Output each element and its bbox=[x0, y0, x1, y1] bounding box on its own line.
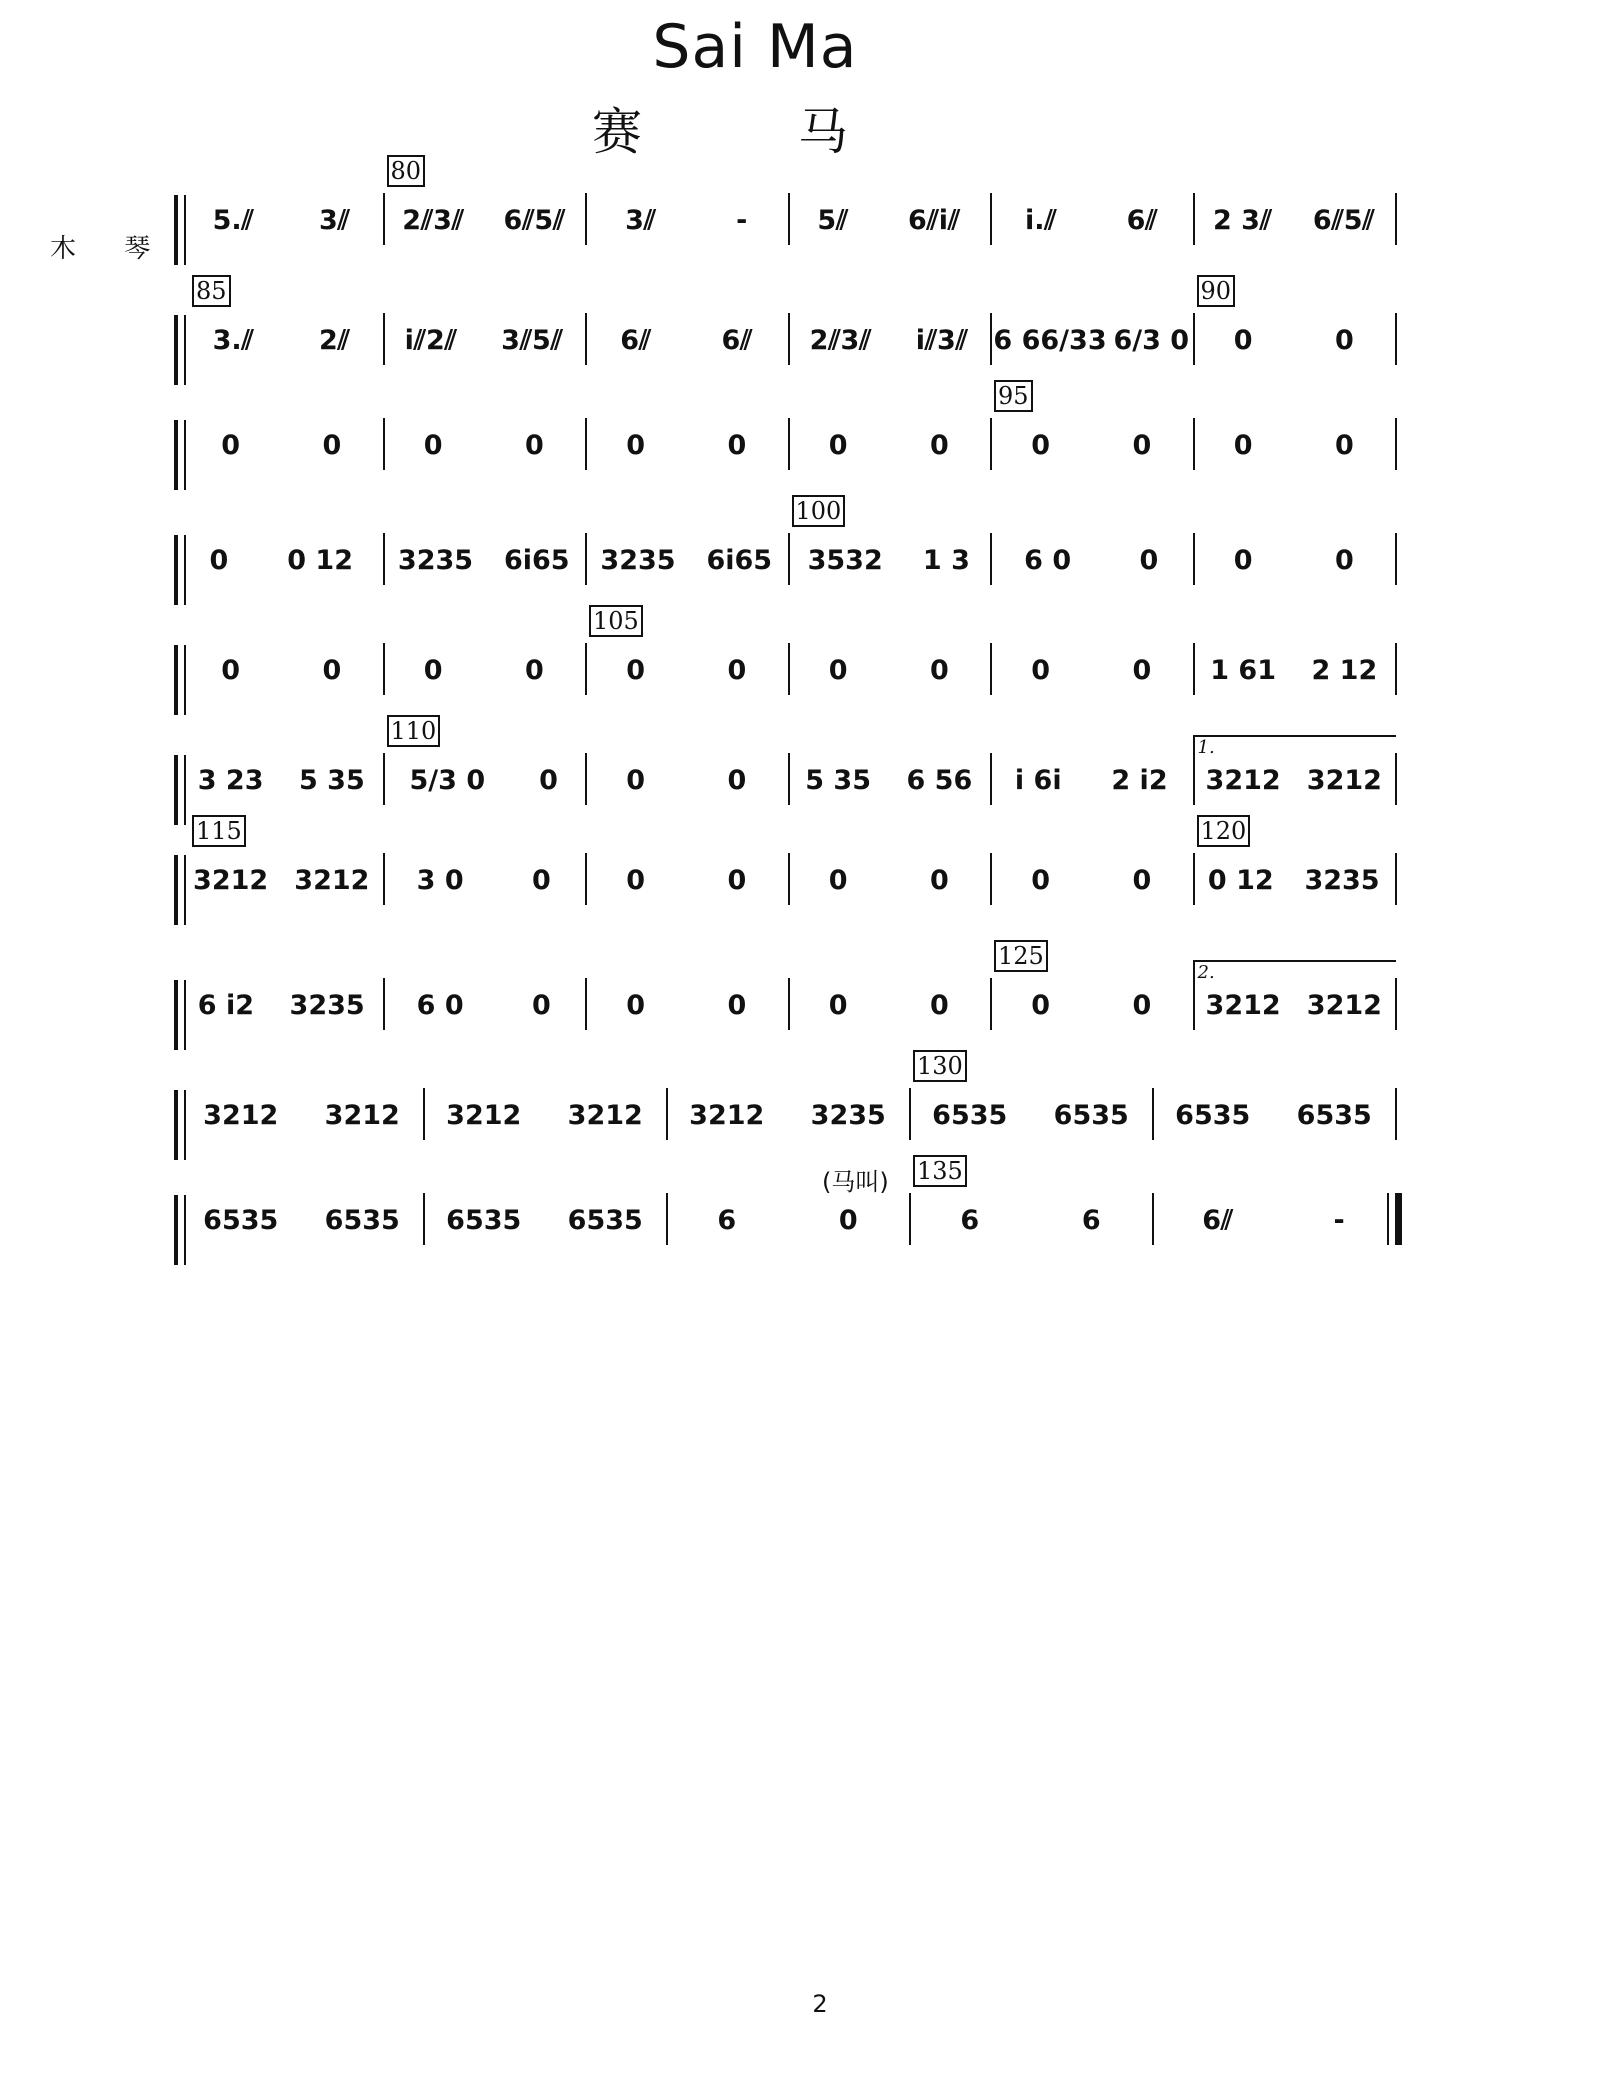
note-group: 3212 bbox=[203, 1100, 279, 1131]
note-group: 0 bbox=[532, 865, 551, 896]
measure bbox=[383, 717, 586, 805]
measure bbox=[1193, 962, 1396, 1030]
note-group: 3⫽5⫽ bbox=[501, 325, 563, 356]
page-title: Sai Ma bbox=[652, 12, 858, 82]
score-system bbox=[0, 942, 1600, 1090]
measure bbox=[585, 205, 788, 245]
barline bbox=[1395, 1088, 1397, 1140]
measure bbox=[788, 497, 991, 585]
measure bbox=[666, 1100, 909, 1140]
note-group: 0 bbox=[727, 990, 747, 1021]
page-number: 2 bbox=[812, 1990, 828, 2018]
measure-notes bbox=[1193, 655, 1396, 686]
barline bbox=[1395, 978, 1397, 1030]
measure bbox=[990, 382, 1193, 470]
note-group: 0 bbox=[838, 1205, 858, 1236]
measure-notes bbox=[383, 430, 586, 461]
measure-notes bbox=[1152, 1100, 1395, 1131]
measure bbox=[383, 990, 586, 1030]
measure-notes bbox=[383, 325, 586, 357]
note-group: 6535 bbox=[203, 1205, 279, 1236]
note-group: 5.⫽ bbox=[212, 205, 254, 236]
measure-notes bbox=[909, 1205, 1152, 1236]
score-system bbox=[0, 497, 1600, 645]
note-group: 0 bbox=[322, 430, 342, 461]
rehearsal-mark: 120 bbox=[1197, 815, 1251, 847]
note-group: 3235 bbox=[289, 990, 365, 1021]
note-group: 3212 bbox=[689, 1100, 765, 1131]
note-group: - bbox=[736, 205, 748, 236]
note-group: 0 bbox=[828, 990, 848, 1021]
note-group: 0 bbox=[524, 655, 544, 686]
barline bbox=[1395, 418, 1397, 470]
measure bbox=[180, 655, 383, 695]
measure-notes bbox=[788, 325, 991, 357]
note-group: 0 bbox=[626, 655, 646, 686]
measure bbox=[788, 205, 991, 245]
note-group: 6 bbox=[1081, 1205, 1101, 1236]
measure bbox=[788, 990, 991, 1030]
measure bbox=[1193, 545, 1396, 585]
note-group: 6 bbox=[960, 1205, 980, 1236]
rehearsal-mark: 85 bbox=[192, 275, 231, 307]
measure-notes bbox=[1193, 325, 1396, 356]
note-group: 2 12 bbox=[1311, 655, 1378, 686]
note-group: i⫽2⫽ bbox=[404, 325, 457, 356]
measure-notes bbox=[1193, 990, 1396, 1021]
note-group: 0 bbox=[929, 990, 949, 1021]
note-group: 1 3 bbox=[922, 545, 970, 576]
measure bbox=[180, 205, 383, 245]
measure-notes bbox=[585, 205, 788, 237]
note-group: 0 bbox=[727, 765, 747, 796]
measure-notes bbox=[423, 1205, 666, 1236]
barline bbox=[1395, 753, 1397, 805]
measure-notes bbox=[1193, 545, 1396, 576]
measure bbox=[383, 325, 586, 365]
note-group: 3212 bbox=[324, 1100, 400, 1131]
note-group: 3.⫽ bbox=[212, 325, 254, 356]
measure-notes bbox=[180, 655, 383, 686]
note-group: 0 bbox=[221, 430, 241, 461]
rehearsal-mark: 110 bbox=[387, 715, 441, 747]
measure bbox=[585, 765, 788, 805]
note-group: 3⫽ bbox=[625, 205, 656, 236]
note-group: 6⫽5⫽ bbox=[503, 205, 566, 236]
measure-notes bbox=[585, 990, 788, 1021]
note-group: 6535 bbox=[446, 1205, 522, 1236]
note-group: 6/3 0 bbox=[1113, 325, 1190, 356]
barline bbox=[1395, 643, 1397, 695]
measure-notes bbox=[180, 1205, 423, 1236]
measure bbox=[788, 430, 991, 470]
measure-notes bbox=[383, 655, 586, 686]
note-group: 0 bbox=[828, 865, 848, 896]
measure-notes bbox=[585, 325, 788, 357]
barline bbox=[1395, 533, 1397, 585]
measure bbox=[585, 607, 788, 695]
measure-notes bbox=[585, 545, 788, 576]
note-group: 6535 bbox=[1296, 1100, 1372, 1131]
note-group: 0 bbox=[423, 655, 443, 686]
note-group: 6⫽ bbox=[620, 325, 652, 356]
note-group: 0 bbox=[1132, 990, 1152, 1021]
note-group: 0 bbox=[1334, 430, 1354, 461]
score-system bbox=[0, 1052, 1600, 1200]
note-group: 6i65 bbox=[503, 545, 570, 576]
note-group: 1 61 bbox=[1210, 655, 1276, 686]
rehearsal-mark: 135 bbox=[913, 1155, 967, 1187]
note-group: 0 bbox=[929, 655, 949, 686]
measure bbox=[180, 865, 383, 905]
note-group: 6 0 bbox=[1024, 545, 1072, 576]
measure-notes bbox=[990, 655, 1193, 686]
note-group: i 6i bbox=[1014, 765, 1062, 796]
measure-notes bbox=[585, 655, 788, 686]
measure-notes bbox=[990, 545, 1193, 576]
measure-notes bbox=[990, 990, 1193, 1021]
note-group: 3212 bbox=[1205, 765, 1281, 796]
measure bbox=[585, 545, 788, 585]
note-group: 6⫽i⫽ bbox=[907, 205, 961, 236]
rehearsal-mark: 95 bbox=[994, 380, 1033, 412]
note-group: 3212 bbox=[567, 1100, 643, 1131]
note-group: 5⫽ bbox=[817, 205, 849, 236]
measure-notes bbox=[909, 1100, 1152, 1131]
measure-notes bbox=[990, 205, 1193, 237]
note-group: 3⫽ bbox=[319, 205, 350, 236]
note-group: 0 bbox=[221, 655, 241, 686]
measure bbox=[383, 430, 586, 470]
measure bbox=[909, 1157, 1152, 1245]
measure bbox=[788, 865, 991, 905]
rehearsal-mark: 105 bbox=[589, 605, 643, 637]
note-group: 3235 bbox=[600, 545, 676, 576]
note-group: 0 bbox=[322, 655, 342, 686]
note-group: 6535 bbox=[1053, 1100, 1129, 1131]
measure bbox=[180, 1100, 423, 1140]
note-group: 2⫽ bbox=[319, 325, 350, 356]
measure bbox=[383, 865, 586, 905]
note-group: 3235 bbox=[1304, 865, 1380, 896]
measure-notes bbox=[180, 545, 383, 576]
barline bbox=[1395, 853, 1397, 905]
rehearsal-mark: 90 bbox=[1197, 275, 1236, 307]
measure bbox=[1193, 737, 1396, 805]
measure-notes bbox=[990, 325, 1193, 356]
note-group: 0 bbox=[532, 990, 551, 1021]
note-group: 0 bbox=[1031, 990, 1051, 1021]
note-group: - bbox=[1333, 1205, 1345, 1236]
measure bbox=[585, 865, 788, 905]
measure-notes bbox=[585, 765, 788, 796]
note-group: 6 0 bbox=[416, 990, 464, 1021]
score-system bbox=[0, 817, 1600, 965]
note-group: 0 bbox=[539, 765, 558, 796]
measure bbox=[1193, 277, 1396, 365]
measure-notes bbox=[180, 865, 383, 896]
note-group: i.⫽ bbox=[1025, 205, 1057, 236]
note-group: 0 bbox=[1132, 655, 1152, 686]
note-group: 0 bbox=[828, 655, 848, 686]
measure-notes bbox=[788, 430, 991, 461]
measure-notes bbox=[180, 990, 383, 1021]
measure-notes bbox=[1193, 430, 1396, 461]
measure bbox=[180, 990, 383, 1030]
measure-notes bbox=[1193, 205, 1396, 237]
note-group: 6 66/33 bbox=[993, 325, 1107, 356]
note-group: i⫽3⫽ bbox=[915, 325, 968, 356]
note-group: 0 bbox=[1233, 325, 1253, 356]
note-group: 6 56 bbox=[906, 765, 973, 796]
volta-bracket: 1. bbox=[1193, 735, 1397, 763]
measure bbox=[1152, 1100, 1395, 1140]
final-barline bbox=[1395, 1193, 1402, 1245]
measure-notes bbox=[180, 1100, 423, 1131]
measure bbox=[180, 325, 383, 365]
measure-notes bbox=[180, 430, 383, 461]
note-group: 0 bbox=[209, 545, 229, 576]
measure bbox=[1193, 655, 1396, 695]
rehearsal-mark: 80 bbox=[387, 155, 426, 187]
rehearsal-mark: 125 bbox=[994, 940, 1048, 972]
measure-notes bbox=[990, 765, 1193, 796]
measure bbox=[666, 1205, 909, 1245]
note-group: 0 bbox=[828, 430, 848, 461]
note-group: 2 i2 bbox=[1111, 765, 1168, 796]
rehearsal-mark: 100 bbox=[792, 495, 846, 527]
rehearsal-mark: 130 bbox=[913, 1050, 967, 1082]
measure-notes bbox=[383, 865, 586, 896]
note-group: 2⫽3⫽ bbox=[809, 325, 872, 356]
note-group: 2 3⫽ bbox=[1212, 205, 1272, 236]
measure bbox=[383, 545, 586, 585]
note-group: 0 bbox=[1233, 430, 1253, 461]
measure bbox=[990, 545, 1193, 585]
note-group: 6 i2 bbox=[197, 990, 254, 1021]
measure bbox=[1193, 205, 1396, 245]
measure bbox=[423, 1205, 666, 1245]
note-group: 0 bbox=[1031, 430, 1051, 461]
measure-notes bbox=[383, 205, 586, 237]
note-group: 6535 bbox=[567, 1205, 643, 1236]
measure-notes bbox=[383, 990, 586, 1021]
note-group: 3235 bbox=[397, 545, 474, 576]
score-system bbox=[0, 157, 1600, 305]
note-group: 6⫽5⫽ bbox=[1312, 205, 1375, 236]
note-group: 3212 bbox=[1306, 990, 1382, 1021]
note-group: 6⫽ bbox=[1126, 205, 1158, 236]
measure bbox=[180, 765, 383, 805]
barline bbox=[1395, 313, 1397, 365]
measure-notes bbox=[666, 1100, 909, 1131]
measure-notes bbox=[585, 430, 788, 461]
note-group: 6⫽ bbox=[721, 325, 753, 356]
measure-notes bbox=[423, 1100, 666, 1131]
measure bbox=[990, 865, 1193, 905]
measure-notes bbox=[1193, 865, 1396, 896]
measure bbox=[383, 655, 586, 695]
final-barline-thin bbox=[1387, 1193, 1389, 1245]
note-group: 5 35 bbox=[805, 765, 871, 796]
measure bbox=[788, 765, 991, 805]
measure-notes bbox=[990, 430, 1193, 461]
measure-notes bbox=[180, 205, 383, 237]
note-group: 3212 bbox=[193, 865, 269, 896]
note-group: 0 bbox=[524, 430, 544, 461]
note-group: 0 bbox=[626, 865, 646, 896]
measure bbox=[990, 205, 1193, 245]
note-group: 0 bbox=[1334, 325, 1354, 356]
measure bbox=[423, 1100, 666, 1140]
note-group: 0 bbox=[1031, 865, 1051, 896]
note-group: 0 bbox=[929, 430, 949, 461]
note-group: 0 bbox=[1334, 545, 1354, 576]
measure bbox=[180, 1205, 423, 1245]
measure bbox=[585, 430, 788, 470]
measure bbox=[990, 655, 1193, 695]
measure bbox=[990, 942, 1193, 1030]
measure bbox=[383, 157, 586, 245]
note-group: 6i65 bbox=[706, 545, 773, 576]
measure-notes bbox=[788, 205, 991, 237]
measure-notes bbox=[666, 1205, 909, 1236]
measure bbox=[585, 990, 788, 1030]
note-group: 0 bbox=[727, 655, 747, 686]
measure-notes bbox=[788, 655, 991, 686]
note-group: 0 bbox=[929, 865, 949, 896]
note-group: 0 bbox=[423, 430, 443, 461]
note-group: 6 bbox=[717, 1205, 737, 1236]
note-group: 3212 bbox=[1205, 990, 1281, 1021]
measure-notes bbox=[383, 765, 586, 796]
note-group: 0 bbox=[1132, 430, 1152, 461]
measure bbox=[1152, 1205, 1395, 1245]
annotation-horse-neigh: (马叫) bbox=[822, 1168, 889, 1196]
note-group: 3532 bbox=[807, 545, 883, 576]
note-group: 6535 bbox=[932, 1100, 1008, 1131]
measure bbox=[585, 325, 788, 365]
measure bbox=[180, 545, 383, 585]
measure-notes bbox=[180, 325, 383, 357]
measure bbox=[788, 325, 991, 365]
measure bbox=[1193, 817, 1396, 905]
volta-bracket: 2. bbox=[1193, 960, 1397, 988]
note-group: 0 bbox=[626, 990, 646, 1021]
measure bbox=[990, 325, 1193, 365]
measure bbox=[909, 1052, 1152, 1140]
measure-notes bbox=[990, 865, 1193, 896]
note-group: 0 bbox=[1132, 865, 1152, 896]
measure-notes bbox=[788, 865, 991, 896]
note-group: 3212 bbox=[446, 1100, 522, 1131]
measure-notes bbox=[1152, 1205, 1395, 1237]
note-group: 0 bbox=[626, 765, 646, 796]
note-group: 5 35 bbox=[298, 765, 365, 796]
measure-notes bbox=[788, 545, 991, 576]
note-group: 3 23 bbox=[197, 765, 264, 796]
note-group: 6535 bbox=[1175, 1100, 1251, 1131]
measure bbox=[788, 655, 991, 695]
note-group: 5/3 0 bbox=[409, 765, 486, 796]
note-group: 0 bbox=[1139, 545, 1159, 576]
measure bbox=[180, 430, 383, 470]
note-group: 0 bbox=[1031, 655, 1051, 686]
note-group: 2⫽3⫽ bbox=[402, 205, 464, 236]
measure-notes bbox=[788, 765, 991, 796]
note-group: 3 0 bbox=[416, 865, 464, 896]
note-group: 3212 bbox=[294, 865, 370, 896]
note-group: 0 bbox=[1233, 545, 1253, 576]
instrument-label: 木 琴 bbox=[50, 234, 171, 264]
note-group: 0 bbox=[727, 430, 747, 461]
measure-notes bbox=[585, 865, 788, 896]
measure-notes bbox=[383, 545, 586, 576]
note-group: 0 bbox=[727, 865, 747, 896]
measure-notes bbox=[788, 990, 991, 1021]
score-system bbox=[0, 277, 1600, 425]
measure bbox=[990, 765, 1193, 805]
rehearsal-mark: 115 bbox=[192, 815, 246, 847]
note-group: 6535 bbox=[324, 1205, 400, 1236]
note-group: 0 12 bbox=[287, 545, 354, 576]
note-group: 6⫽ bbox=[1202, 1205, 1234, 1236]
measure-notes bbox=[180, 765, 383, 796]
note-group: 0 bbox=[626, 430, 646, 461]
note-group: 3212 bbox=[1306, 765, 1382, 796]
note-group: 0 12 bbox=[1207, 865, 1274, 896]
measure bbox=[1193, 430, 1396, 470]
note-group: 3235 bbox=[810, 1100, 886, 1131]
measure-notes bbox=[1193, 765, 1396, 796]
barline bbox=[1395, 193, 1397, 245]
page-title-chinese: 赛 马 bbox=[592, 103, 918, 161]
